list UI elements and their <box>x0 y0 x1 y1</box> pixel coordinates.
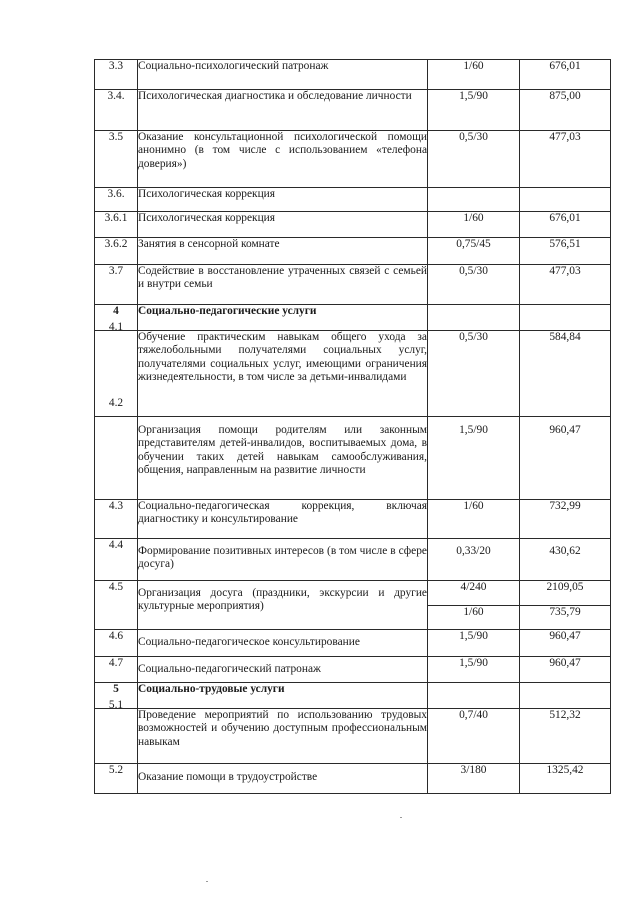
table-row <box>95 188 611 212</box>
time-norm: 0,33/20 <box>428 539 520 581</box>
row-number: 4.6 <box>95 630 138 657</box>
table-row <box>95 764 611 794</box>
time-norm: 1,5/90 <box>428 90 520 131</box>
service-price: 584,84 <box>520 331 611 417</box>
section-header-row <box>95 305 611 331</box>
row-number: 4.2 <box>95 417 138 500</box>
service-price: 477,03 <box>520 131 611 188</box>
section-number: 5 <box>95 683 138 709</box>
time-norm <box>428 305 520 331</box>
row-number: 3.5 <box>95 131 138 188</box>
table-row <box>95 331 611 417</box>
table-row <box>95 500 611 539</box>
service-name: Социально-педагогическое консультирование <box>138 630 428 657</box>
service-name: Оказание помощи в трудоустройстве <box>138 764 428 794</box>
service-name: Социально-психологический патронаж <box>138 60 428 90</box>
table-row <box>95 539 611 581</box>
table-row <box>95 709 611 764</box>
service-price: 2109,05 <box>520 581 611 606</box>
service-name: Организация помощи родителям или законным представителям детей-инвалидов, воспитываемых дома, в обучении таких детей навыкам самообслуживания, общения, направленным на развитие личности <box>138 417 428 500</box>
service-name: Проведение мероприятий по использованию трудовых возможностей и обучению доступным профессиональным навыкам <box>138 709 428 764</box>
service-name: Занятия в сенсорной комнате <box>138 238 428 265</box>
row-number: 4.3 <box>95 500 138 539</box>
row-number: 4.4 <box>95 539 138 581</box>
row-number: 3.6.1 <box>95 212 138 238</box>
row-number: 3.4. <box>95 90 138 131</box>
service-price: 430,62 <box>520 539 611 581</box>
section-header-row <box>95 683 611 709</box>
table-row <box>95 265 611 305</box>
service-name: Психологическая коррекция <box>138 212 428 238</box>
table-row <box>95 630 611 657</box>
service-name: Психологическая коррекция <box>138 188 428 212</box>
service-name: Социально-педагогический патронаж <box>138 657 428 683</box>
time-norm: 1/60 <box>428 212 520 238</box>
time-norm: 0,5/30 <box>428 331 520 417</box>
service-price: 732,99 <box>520 500 611 539</box>
services-table <box>94 59 611 794</box>
row-number: 5.1 <box>95 709 138 764</box>
time-norm: 0,7/40 <box>428 709 520 764</box>
service-name: Психологическая диагностика и обследование личности <box>138 90 428 131</box>
section-title: Социально-трудовые услуги <box>138 683 428 709</box>
service-price: 875,00 <box>520 90 611 131</box>
time-norm: 4/240 <box>428 581 520 606</box>
service-name: Организация досуга (праздники, экскурсии и другие культурные мероприятия) <box>138 581 428 630</box>
row-number: 5.2 <box>95 764 138 794</box>
scan-speck <box>206 881 208 882</box>
table-row <box>95 238 611 265</box>
section-number: 4 <box>95 305 138 331</box>
time-norm: 3/180 <box>428 764 520 794</box>
row-number: 3.3 <box>95 60 138 90</box>
scan-speck <box>400 817 402 818</box>
time-norm: 1,5/90 <box>428 657 520 683</box>
time-norm: 1,5/90 <box>428 417 520 500</box>
service-price <box>520 188 611 212</box>
service-price: 512,32 <box>520 709 611 764</box>
row-number: 3.6.2 <box>95 238 138 265</box>
time-norm: 0,5/30 <box>428 131 520 188</box>
service-price <box>520 683 611 709</box>
table-row <box>95 90 611 131</box>
row-number: 4.1 <box>95 331 138 417</box>
service-name: Оказание консультационной психологической помощи анонимно (в том числе с использованием «телефона доверия») <box>138 131 428 188</box>
time-norm <box>428 683 520 709</box>
service-name: Социально-педагогическая коррекция, включая диагностику и консультирование <box>138 500 428 539</box>
time-norm: 0,75/45 <box>428 238 520 265</box>
table-row <box>95 581 611 606</box>
time-norm: 1,5/90 <box>428 630 520 657</box>
table-row <box>95 657 611 683</box>
service-price: 960,47 <box>520 657 611 683</box>
service-price: 1325,42 <box>520 764 611 794</box>
row-number: 4.7 <box>95 657 138 683</box>
time-norm: 1/60 <box>428 606 520 630</box>
service-price: 960,47 <box>520 417 611 500</box>
service-name: Обучение практическим навыкам общего ухода за тяжелобольными получателями социальных услуг, получателями социальных услуг, имеющими ограничения жизнедеятельности, в том числе за детьми-инвалидами <box>138 331 428 417</box>
service-price <box>520 305 611 331</box>
service-price: 960,47 <box>520 630 611 657</box>
table-row <box>95 212 611 238</box>
time-norm: 1/60 <box>428 500 520 539</box>
service-price: 477,03 <box>520 265 611 305</box>
table-row <box>95 60 611 90</box>
table-row <box>95 131 611 188</box>
service-name: Формирование позитивных интересов (в том числе в сфере досуга) <box>138 539 428 581</box>
row-number: 3.6. <box>95 188 138 212</box>
service-price: 676,01 <box>520 60 611 90</box>
service-price: 576,51 <box>520 238 611 265</box>
row-number: 4.5 <box>95 581 138 630</box>
section-title: Социально-педагогические услуги <box>138 305 428 331</box>
service-price: 676,01 <box>520 212 611 238</box>
service-name: Содействие в восстановление утраченных связей с семьей и внутри семьи <box>138 265 428 305</box>
time-norm: 0,5/30 <box>428 265 520 305</box>
time-norm <box>428 188 520 212</box>
time-norm: 1/60 <box>428 60 520 90</box>
service-price: 735,79 <box>520 606 611 630</box>
table-row <box>95 417 611 500</box>
row-number: 3.7 <box>95 265 138 305</box>
